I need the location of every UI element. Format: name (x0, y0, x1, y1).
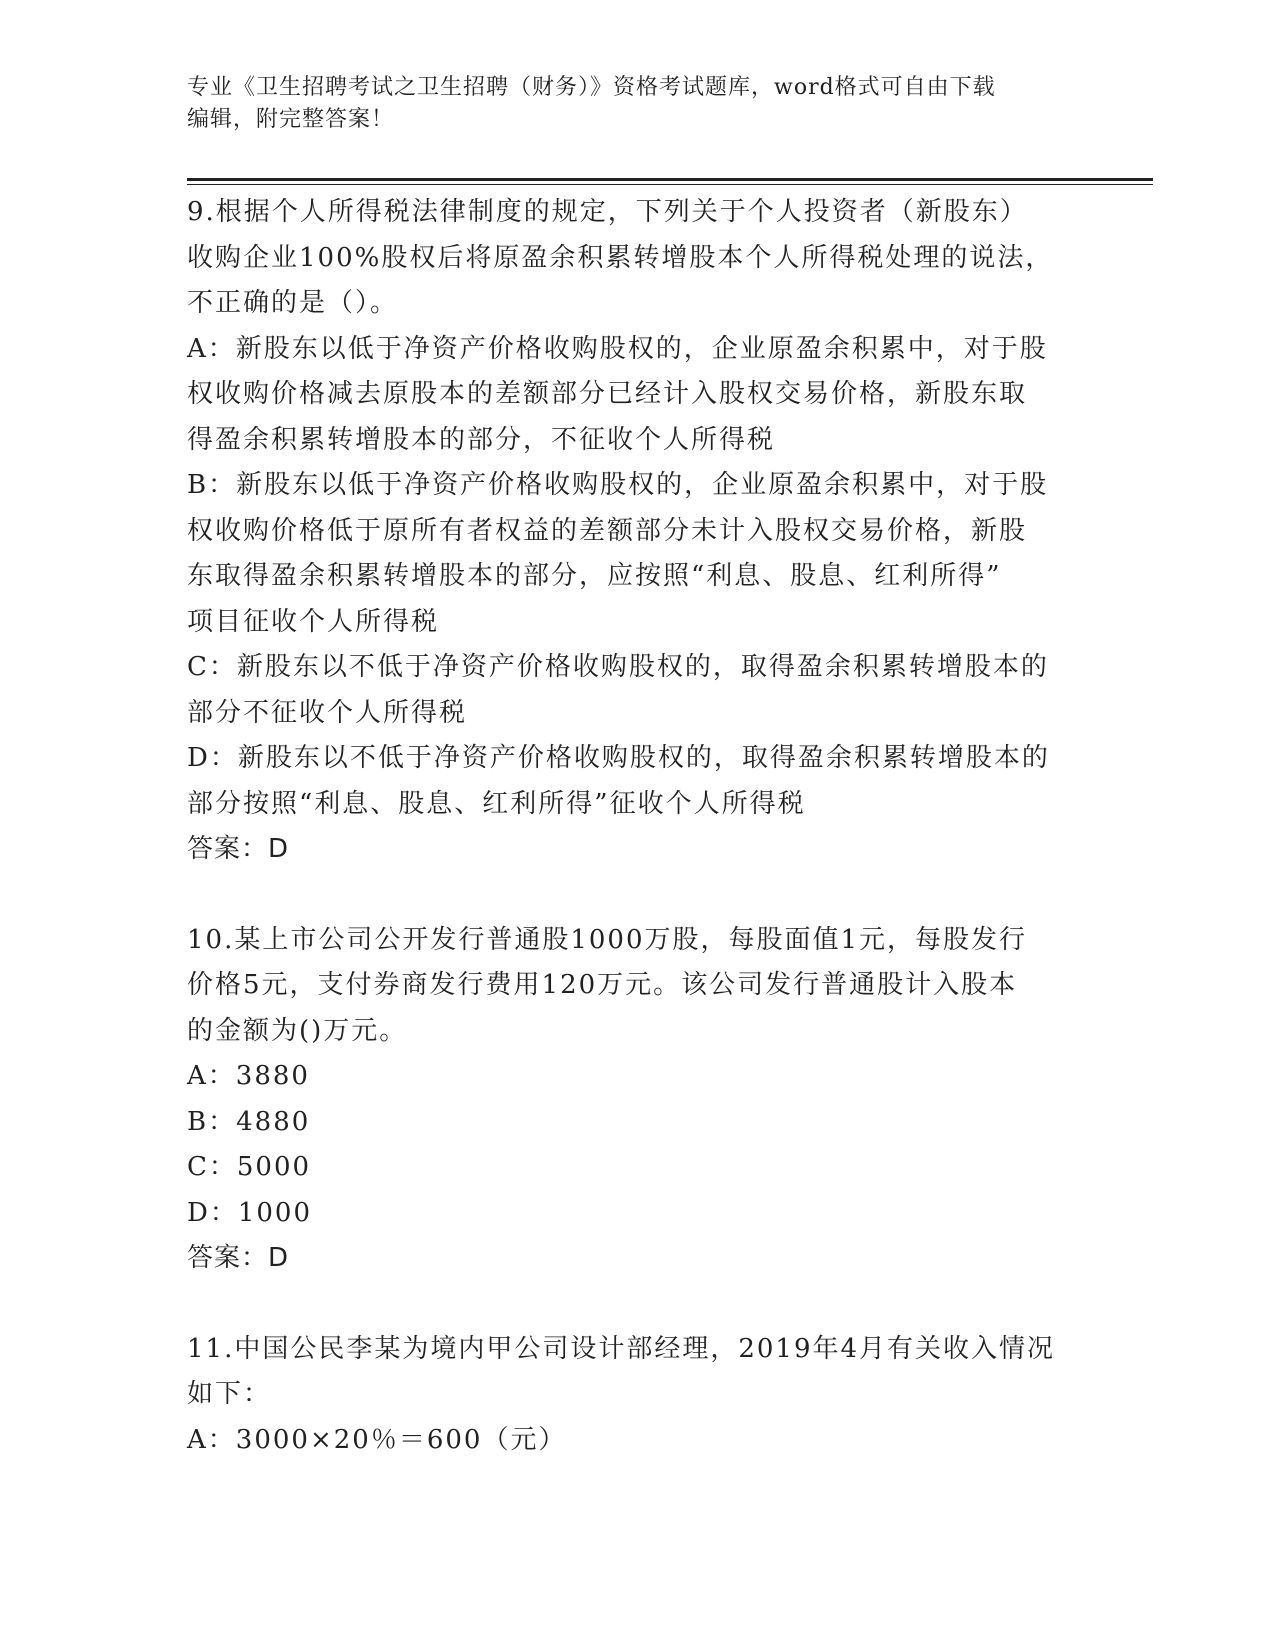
answer-label: 答案：D (187, 834, 290, 864)
stem-line: 的金额为()万元。 (187, 1015, 408, 1046)
option-line: A：新股东以低于净资产价格收购股权的，企业原盈余积累中，对于股 (187, 333, 1048, 364)
question-stem (187, 1327, 1087, 1418)
option-b: B：4880 (187, 1106, 311, 1137)
option-line: 得盈余积累转增股本的部分，不征收个人所得税 (187, 424, 776, 455)
option-c (187, 645, 1087, 736)
option-a (187, 327, 1087, 464)
stem-line: 价格5元，支付券商发行费用120万元。该公司发行普通股计入股本 (187, 970, 1018, 1000)
question-11 (187, 1327, 1087, 1464)
stem-line: 收购企业100%股权后将原盈余积累转增股本个人所得税处理的说法， (187, 242, 1054, 273)
option-line: 部分不征收个人所得税 (187, 697, 468, 728)
answer-label: 答案：D (187, 1243, 290, 1273)
question-spacer (187, 873, 1087, 918)
header-line-2: 编辑，附完整答案！ (187, 107, 395, 132)
option-line: 东取得盈余积累转增股本的部分，应按照“利息、股息、红利所得” (187, 561, 1002, 591)
option-d: D：1000 (187, 1197, 313, 1228)
question-list (187, 190, 1087, 1463)
question-10 (187, 918, 1087, 1282)
header-rule-thick (187, 178, 1153, 181)
option-line: B：新股东以低于净资产价格收购股权的，企业原盈余积累中，对于股 (187, 470, 1049, 500)
header-line-1: 专业《卫生招聘考试之卫生招聘（财务）》资格考试题库，word格式可自由下载 (187, 75, 996, 100)
option-line: 权收购价格减去原股本的差额部分已经计入股权交易价格，新股东取 (187, 379, 1028, 409)
question-stem (187, 918, 1087, 1055)
option-line: 部分按照“利息、股息、红利所得”征收个人所得税 (187, 788, 806, 819)
question-stem (187, 190, 1087, 327)
stem-line: 11.中国公民李某为境内甲公司设计部经理，2019年4月有关收入情况 (187, 1333, 1056, 1364)
option-line: 项目征收个人所得税 (187, 606, 440, 637)
option-b (187, 463, 1087, 645)
stem-line: 如下： (187, 1379, 272, 1409)
page-header (187, 72, 1067, 136)
option-line: 权收购价格低于原所有者权益的差额部分未计入股权交易价格，新股 (187, 515, 1028, 546)
header-rule-thin (187, 184, 1153, 185)
option-a: A：3000×20％＝600（元） (187, 1424, 567, 1455)
stem-line: 不正确的是（）。 (187, 288, 399, 318)
question-9 (187, 190, 1087, 873)
stem-line: 10.某上市公司公开发行普通股1000万股，每股面值1元，每股发行 (187, 924, 1028, 955)
option-d (187, 736, 1087, 827)
option-line: D：新股东以不低于净资产价格收购股权的，取得盈余积累转增股本的 (187, 743, 1050, 773)
option-line: C：新股东以不低于净资产价格收购股权的，取得盈余积累转增股本的 (187, 652, 1049, 682)
stem-line: 9.根据个人所得税法律制度的规定，下列关于个人投资者（新股东） (187, 197, 1028, 227)
option-c: C：5000 (187, 1152, 312, 1182)
option-a: A：3880 (187, 1061, 310, 1091)
question-spacer (187, 1282, 1087, 1327)
